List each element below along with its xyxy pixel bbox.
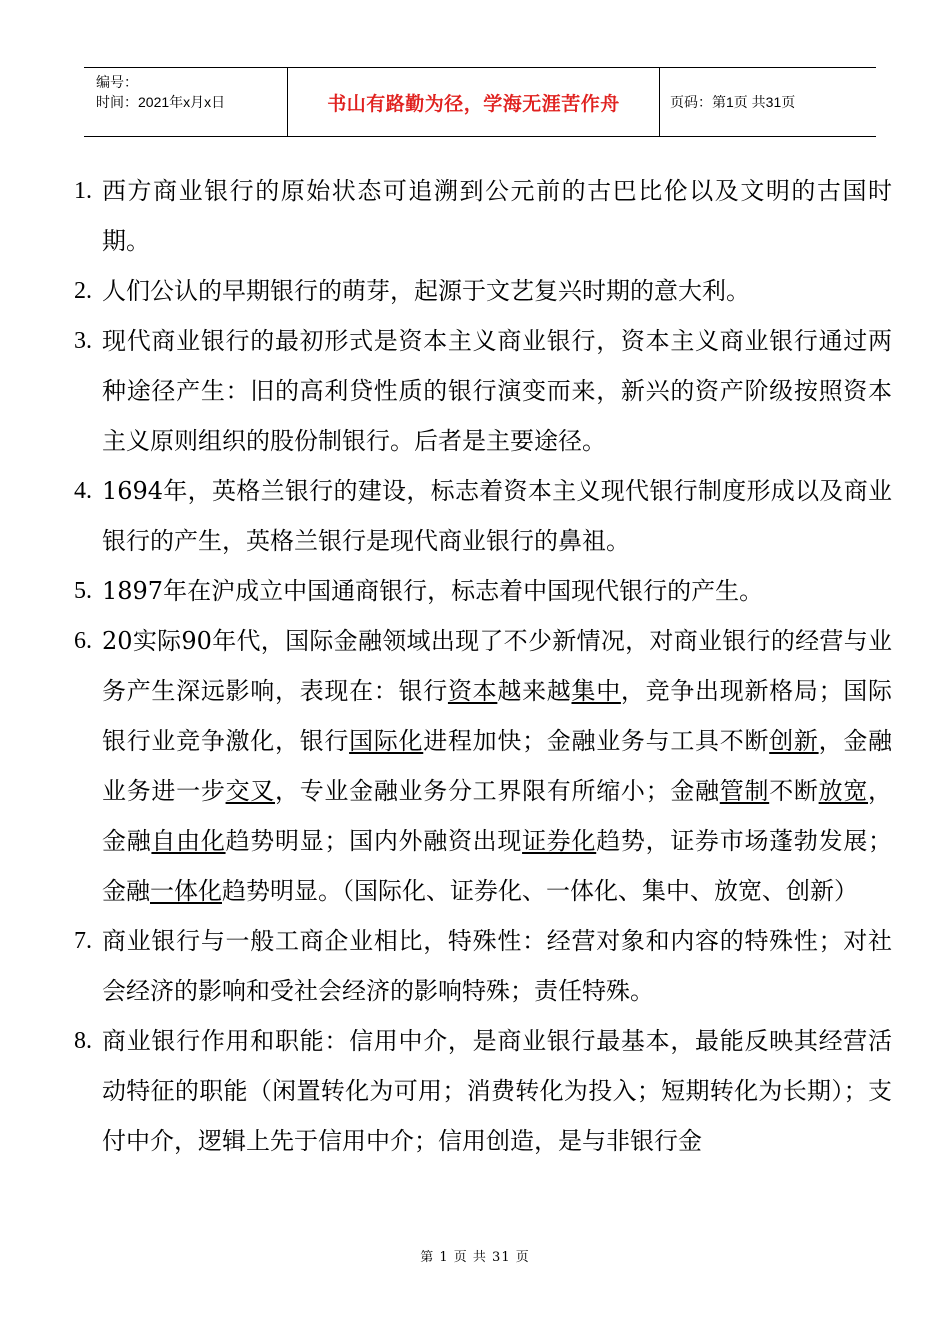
list-item <box>74 466 892 566</box>
page-footer <box>0 1246 950 1265</box>
item-number: 7. <box>74 928 92 954</box>
underlined-term: 管制 <box>719 777 770 805</box>
item-number: 5. <box>74 578 92 604</box>
text-segment: 进程加快；金融业务与工具不断 <box>423 727 770 755</box>
text-segment: 1897年在沪成立中国通商银行，标志着中国现代银行的产生。 <box>102 577 764 605</box>
item-number: 6. <box>74 628 92 654</box>
text-segment: ，专业金融业务分工界限有所缩小；金融 <box>274 777 720 805</box>
motto-text: 书山有路勤为径，学海无涯苦作舟 <box>327 92 620 115</box>
underlined-term: 一体化 <box>150 877 222 905</box>
header-motto-cell <box>287 68 660 136</box>
item-text <box>102 616 892 916</box>
item-text <box>102 916 892 1016</box>
underlined-term: 国际化 <box>349 727 424 755</box>
item-text <box>102 166 892 266</box>
list-item <box>74 166 892 266</box>
text-segment: 20实际90年代，国际金融领域出现了不少新情况，对商业银行的经营与业务产生深远影响，表现在：银行 <box>102 627 892 705</box>
item-text <box>102 266 892 316</box>
list-item <box>74 316 892 466</box>
time-label: 时间：2021年x月x日 <box>96 94 226 110</box>
text-segment: 1694年，英格兰银行的建设，标志着资本主义现代银行制度形成以及商业银行的产生，英格兰银行是现代商业银行的鼻祖。 <box>102 477 892 555</box>
document-header <box>84 67 876 137</box>
item-number: 3. <box>74 328 92 354</box>
footer-page-number: 第 1 页 共 31 页 <box>420 1250 530 1265</box>
header-meta-cell <box>84 68 287 136</box>
text-segment: 趋势明显；国内外融资出现 <box>225 827 523 855</box>
document-body <box>74 166 892 1166</box>
list-item <box>74 916 892 1016</box>
text-segment: 商业银行作用和职能：信用中介，是商业银行最基本，最能反映其经营活动特征的职能（闲置转化为可用；消费转化为投入；短期转化为长期）；支付中介，逻辑上先于信用中介；信用创造，是与非银行金 <box>102 1027 892 1155</box>
text-segment: 不断 <box>769 777 819 805</box>
list-item <box>74 566 892 616</box>
item-text <box>102 566 892 616</box>
text-segment: ，金融 <box>102 777 893 855</box>
underlined-term: 创新 <box>769 727 819 755</box>
code-label: 编号： <box>96 74 138 90</box>
item-number: 1. <box>74 178 92 204</box>
list-item <box>74 266 892 316</box>
page-label: 页码：第1页 共31页 <box>670 94 796 110</box>
item-text <box>102 466 892 566</box>
item-number: 2. <box>74 278 92 304</box>
underlined-term: 交叉 <box>225 777 275 805</box>
underlined-term: 集中 <box>571 677 621 705</box>
text-segment: 趋势，证券市场蓬勃发展；金融 <box>102 827 893 905</box>
list-item <box>74 1016 892 1166</box>
list-item <box>74 616 892 916</box>
underlined-term: 放宽 <box>818 777 869 805</box>
underlined-term: 资本 <box>447 677 498 705</box>
text-segment: 现代商业银行的最初形式是资本主义商业银行，资本主义商业银行通过两种途径产生：旧的高利贷性质的银行演变而来，新兴的资产阶级按照资本主义原则组织的股份制银行。后者是主要途径。 <box>102 327 892 455</box>
item-number: 8. <box>74 1028 92 1054</box>
header-page-cell <box>660 68 876 136</box>
underlined-term: 自由化 <box>151 827 226 855</box>
text-segment: ，金融业务进一步 <box>102 727 893 805</box>
text-segment: 西方商业银行的原始状态可追溯到公元前的古巴比伦以及文明的古国时期。 <box>102 177 892 255</box>
text-segment: 人们公认的早期银行的萌芽，起源于文艺复兴时期的意大利。 <box>102 277 750 305</box>
text-segment: 趋势明显。（国际化、证券化、一体化、集中、放宽、创新） <box>222 877 858 905</box>
text-segment: 越来越 <box>497 677 572 705</box>
text-segment: ，竞争出现新格局；国际银行业竞争激化，银行 <box>102 677 893 755</box>
item-text <box>102 1016 892 1166</box>
item-text <box>102 316 892 466</box>
item-number: 4. <box>74 478 92 504</box>
underlined-term: 证券化 <box>522 827 597 855</box>
text-segment: 商业银行与一般工商企业相比，特殊性：经营对象和内容的特殊性；对社会经济的影响和受社会经济的影响特殊；责任特殊。 <box>102 927 892 1005</box>
